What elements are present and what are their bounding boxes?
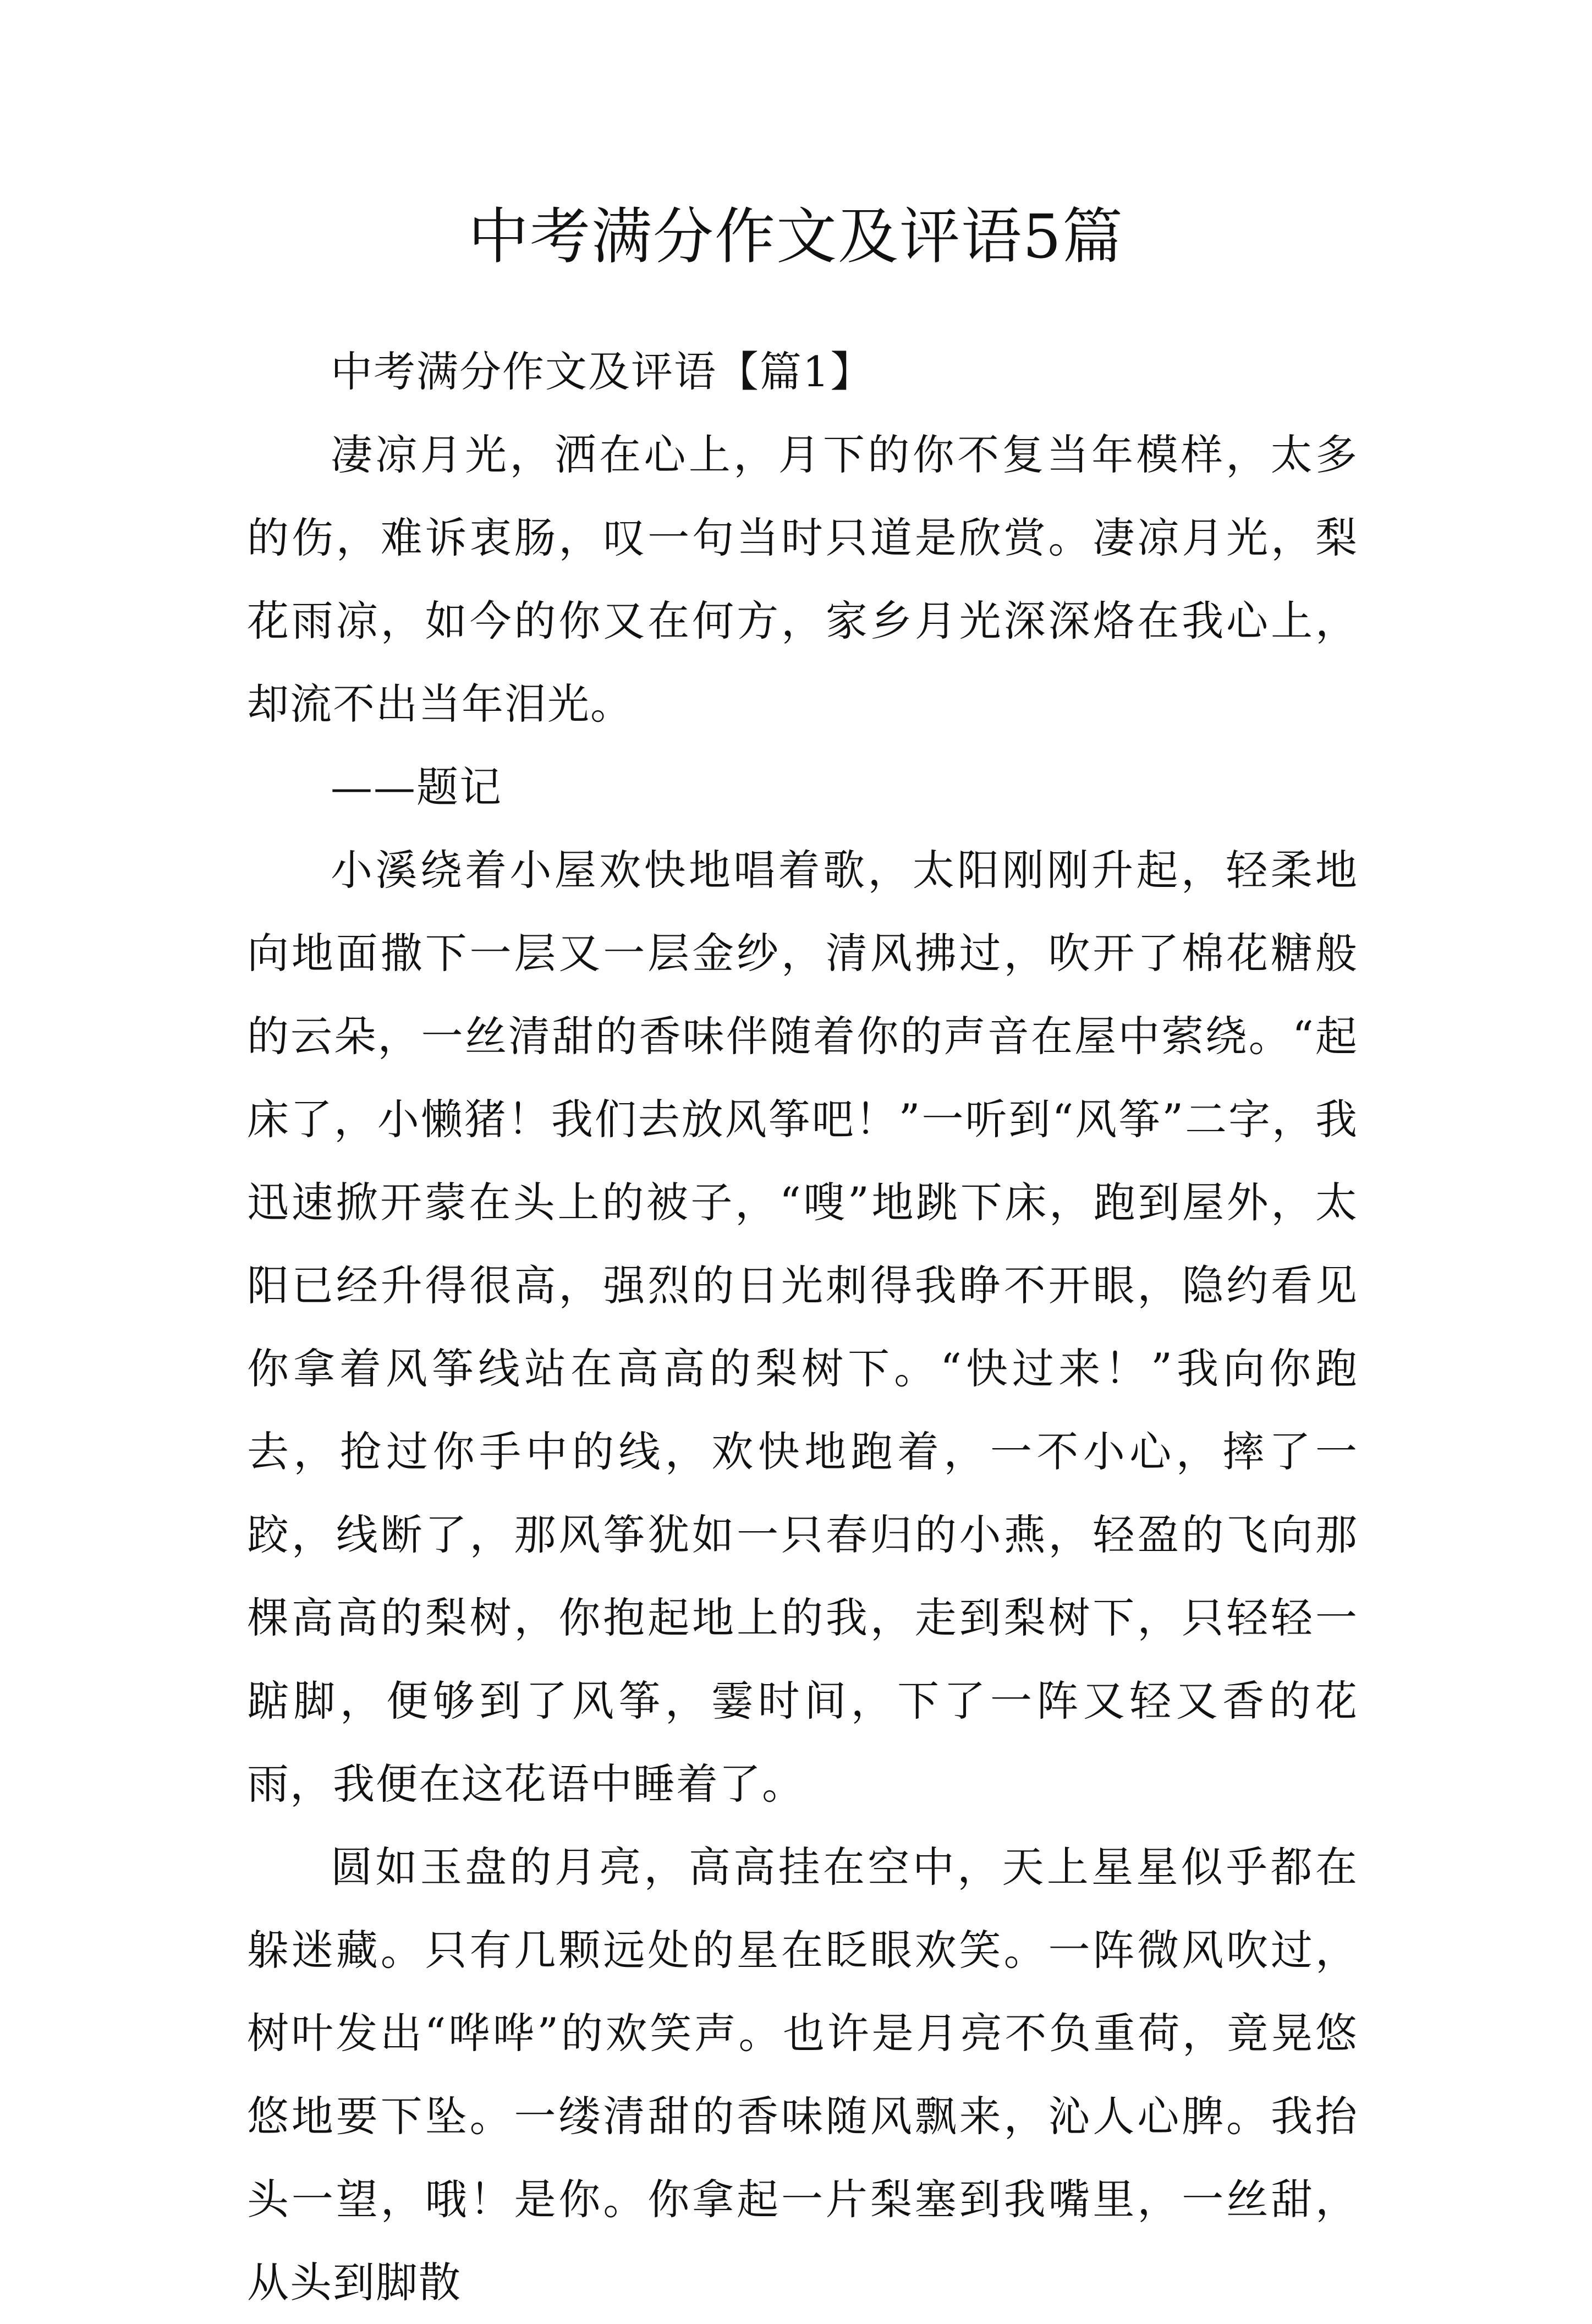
section-heading: 中考满分作文及评语【篇1】	[331, 347, 874, 396]
epigraph-paragraph: 凄凉月光，洒在心上，月下的你不复当年模样，太多的伤，难诉衷肠，叹一句当时只道是欣赏。凄凉月光，梨花雨凉，如今的你又在何方，家乡月光深深烙在我心上，却流不出当年泪光。	[247, 430, 1358, 728]
document-title: 中考满分作文及评语5篇	[468, 201, 1124, 272]
body-paragraph: 小溪绕着小屋欢快地唱着歌，太阳刚刚升起，轻柔地向地面撒下一层又一层金纱，清风拂过，吹开了棉花糖般的云朵，一丝清甜的香味伴随着你的声音在屋中萦绕。“起床了，小懒猪！我们去放风筝吧！”一听到“风筝”二字，我迅速掀开蒙在头上的被子，“嗖”地跳下床，跑到屋外，太阳已经升得很高，强烈的日光刺得我睁不开眼，隐约看见你拿着风筝线站在高高的梨树下。“快过来！”我向你跑去，抢过你手中的线，欢快地跑着，一不小心，摔了一跤，线断了，那风筝犹如一只春归的小燕，轻盈的飞向那棵高高的梨树，你抱起地上的我，走到梨树下，只轻轻一踮脚，便够到了风筝，霎时间，下了一阵又轻又香的花雨，我便在这花语中睡着了。	[247, 846, 1358, 1808]
epigraph-attribution: ——题记	[331, 763, 502, 812]
body-paragraph: 圆如玉盘的月亮，高高挂在空中，天上星星似乎都在躲迷藏。只有几颗远处的星在眨眼欢笑。一阵微风吹过，树叶发出“哗哗”的欢笑声。也许是月亮不负重荷，竟晃悠悠地要下坠。一缕清甜的香味随风飘来，沁人心脾。我抬头一望，哦！是你。你拿起一片梨塞到我嘴里，一丝甜，从头到脚散	[247, 1843, 1358, 2307]
document-body	[247, 330, 1358, 2324]
